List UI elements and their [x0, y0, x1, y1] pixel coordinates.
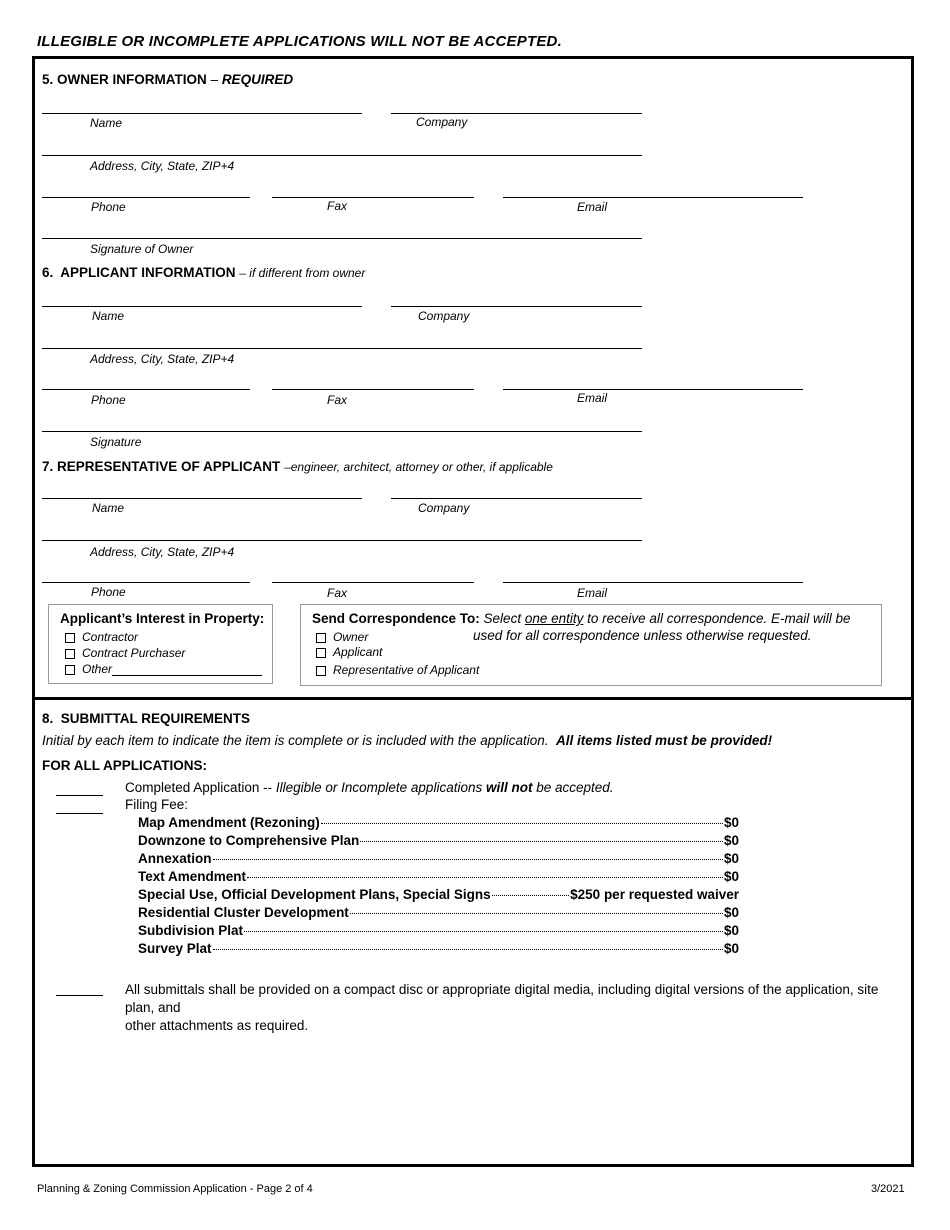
representative-fax-label: Fax [327, 586, 348, 600]
representative-email-label: Email [577, 586, 608, 600]
footer-revision-date: 3/2021 [871, 1183, 905, 1195]
owner-name-field[interactable] [42, 113, 362, 114]
for-all-applications-heading: FOR ALL APPLICATIONS: [42, 758, 207, 773]
owner-company-label: Company [416, 115, 468, 129]
applicant-address-label: Address, City, State, ZIP+4 [90, 352, 235, 366]
submittal-instructions: Initial by each item to indicate the item is complete or is included with the application. All items listed must be provided! [42, 733, 773, 748]
footer-page-info: Planning & Zoning Commission Application - Page 2 of 4 [37, 1183, 313, 1195]
initial-blank-filing-fee[interactable] [56, 813, 103, 814]
applicant-company-field[interactable] [391, 306, 642, 307]
owner-fax-field[interactable] [272, 197, 474, 198]
interest-panel [48, 604, 273, 684]
applicant-phone-label: Phone [91, 393, 126, 407]
owner-signature-field[interactable] [42, 238, 642, 239]
completed-application-item: Completed Application -- Illegible or Incomplete applications will not be accepted. [125, 780, 614, 795]
applicant-company-label: Company [418, 309, 470, 323]
applicant-phone-field[interactable] [42, 389, 250, 390]
digital-media-item: All submittals shall be provided on a compact disc or appropriate digital media, including digital versions of the application, site plan, and other attachments as required. [125, 982, 879, 1033]
representative-section-title: 7. REPRESENTATIVE OF APPLICANT –engineer, architect, attorney or other, if applicable [42, 459, 553, 474]
applicant-email-field[interactable] [503, 389, 803, 390]
representative-company-field[interactable] [391, 498, 642, 499]
interest-title: Applicant’s Interest in Property: [60, 611, 265, 626]
filing-fee-label: Filing Fee: [125, 797, 189, 812]
owner-company-field[interactable] [391, 113, 642, 114]
applicant-signature-label: Signature [90, 435, 142, 449]
initial-blank-completed-application[interactable] [56, 795, 103, 796]
checkbox-icon [316, 648, 326, 658]
incomplete-warning: ILLEGIBLE OR INCOMPLETE APPLICATIONS WILL NOT BE ACCEPTED. [37, 33, 562, 50]
owner-section-title: 5. OWNER INFORMATION – REQUIRED [42, 72, 294, 87]
owner-fax-label: Fax [327, 199, 348, 213]
representative-phone-label: Phone [91, 585, 126, 599]
applicant-fax-field[interactable] [272, 389, 474, 390]
applicant-signature-field[interactable] [42, 431, 642, 432]
owner-email-label: Email [577, 200, 608, 214]
applicant-address-field[interactable] [42, 348, 642, 349]
correspondence-option-representative[interactable]: Representative of Applicant [316, 663, 479, 679]
representative-address-label: Address, City, State, ZIP+4 [90, 545, 235, 559]
fee-row: Text Amendment $0 [138, 869, 739, 884]
owner-signature-label: Signature of Owner [90, 242, 194, 256]
fee-row: Map Amendment (Rezoning) $0 [138, 815, 739, 830]
owner-phone-field[interactable] [42, 197, 250, 198]
checkbox-icon [316, 633, 326, 643]
applicant-email-label: Email [577, 391, 608, 405]
applicant-name-field[interactable] [42, 306, 362, 307]
owner-address-label: Address, City, State, ZIP+4 [90, 159, 235, 173]
fee-row: Subdivision Plat $0 [138, 923, 739, 938]
applicant-section-title: 6. APPLICANT INFORMATION – if different from owner [42, 265, 366, 280]
correspondence-instructions-line2: used for all correspondence unless otherwise requested. [473, 628, 812, 643]
fee-row: Annexation $0 [138, 851, 739, 866]
correspondence-panel [300, 604, 882, 686]
owner-address-field[interactable] [42, 155, 642, 156]
representative-name-field[interactable] [42, 498, 362, 499]
checkbox-icon [65, 649, 75, 659]
representative-phone-field[interactable] [42, 582, 250, 583]
correspondence-option-owner[interactable]: Owner [316, 630, 368, 646]
interest-option-contractor[interactable]: Contractor [65, 630, 138, 646]
fee-row: Special Use, Official Development Plans, Special Signs $250 per requested waiver [138, 887, 739, 902]
correspondence-instructions: Send Correspondence To: Select one entity to receive all correspondence. E-mail will be [312, 611, 851, 626]
owner-email-field[interactable] [503, 197, 803, 198]
correspondence-option-applicant[interactable]: Applicant [316, 645, 382, 661]
applicant-fax-label: Fax [327, 393, 348, 407]
representative-company-label: Company [418, 501, 470, 515]
representative-address-field[interactable] [42, 540, 642, 541]
other-fill-line[interactable] [112, 665, 262, 676]
fee-row: Residential Cluster Development $0 [138, 905, 739, 920]
representative-fax-field[interactable] [272, 582, 474, 583]
fee-row: Survey Plat $0 [138, 941, 739, 956]
initial-blank-digital-media[interactable] [56, 995, 103, 996]
section-divider [35, 697, 911, 700]
representative-name-label: Name [92, 501, 125, 515]
checkbox-icon [65, 633, 75, 643]
fee-schedule [138, 815, 739, 959]
checkbox-icon [65, 665, 75, 675]
interest-option-contract-purchaser[interactable]: Contract Purchaser [65, 646, 185, 662]
representative-email-field[interactable] [503, 582, 803, 583]
submittal-section-title: 8. SUBMITTAL REQUIREMENTS [42, 711, 251, 726]
fee-row: Downzone to Comprehensive Plan $0 [138, 833, 739, 848]
applicant-name-label: Name [92, 309, 125, 323]
interest-option-other[interactable]: Other [65, 662, 262, 678]
owner-name-label: Name [90, 116, 123, 130]
owner-phone-label: Phone [91, 200, 126, 214]
checkbox-icon [316, 666, 326, 676]
